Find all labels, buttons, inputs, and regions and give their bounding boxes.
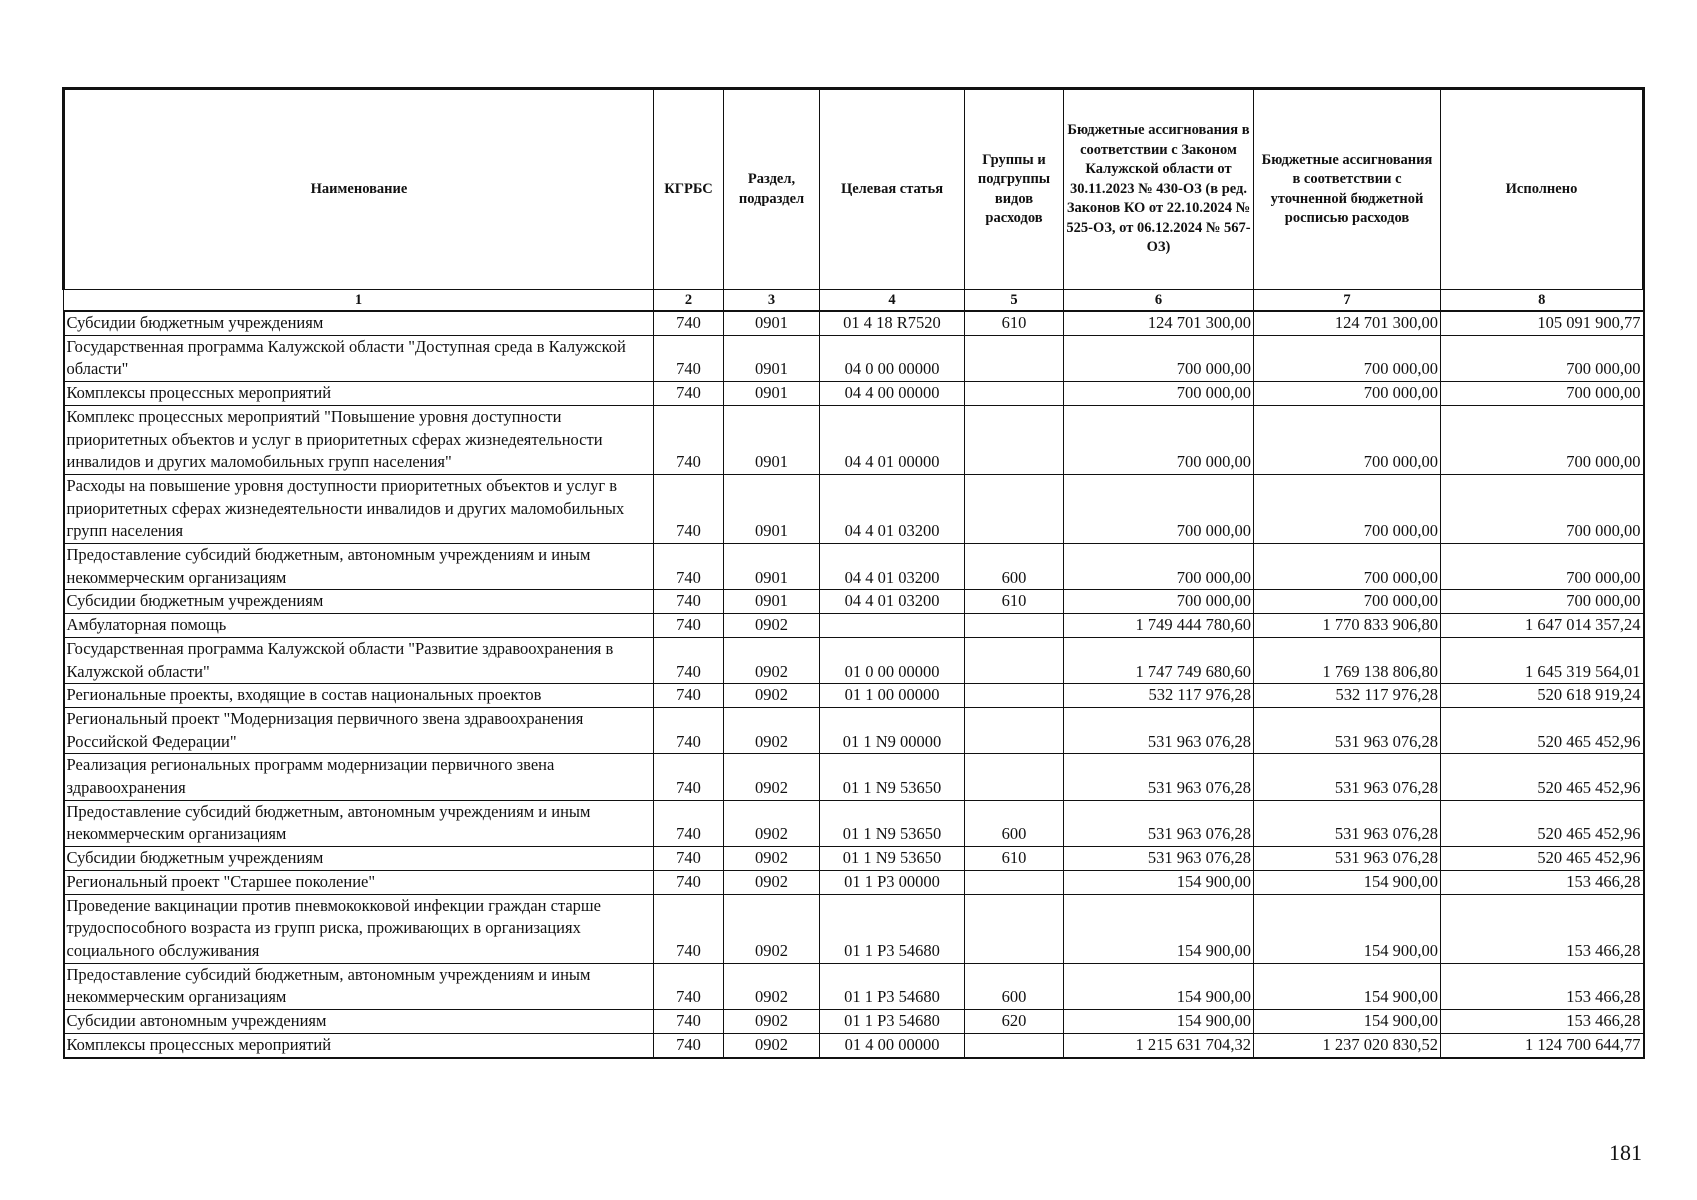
cell-target: 01 1 P3 54680	[820, 894, 965, 963]
cell-group: 610	[965, 847, 1064, 871]
cell-law-allocations: 1 747 749 680,60	[1064, 637, 1254, 683]
cell-target: 01 4 00 00000	[820, 1033, 965, 1057]
cell-law-allocations: 124 701 300,00	[1064, 311, 1254, 335]
cell-group	[965, 614, 1064, 638]
cell-law-allocations: 700 000,00	[1064, 382, 1254, 406]
cell-law-allocations: 531 963 076,28	[1064, 847, 1254, 871]
cell-target: 01 1 00 00000	[820, 684, 965, 708]
cell-target: 04 4 01 00000	[820, 405, 965, 474]
column-number: 4	[820, 290, 965, 312]
cell-group	[965, 754, 1064, 800]
cell-kgrbs: 740	[654, 1010, 724, 1034]
cell-executed: 520 465 452,96	[1441, 754, 1644, 800]
cell-group: 600	[965, 963, 1064, 1009]
cell-law-allocations: 532 117 976,28	[1064, 684, 1254, 708]
cell-kgrbs: 740	[654, 335, 724, 381]
cell-kgrbs: 740	[654, 590, 724, 614]
cell-refined-allocations: 531 963 076,28	[1254, 847, 1441, 871]
table-row	[64, 707, 1644, 753]
table-row	[64, 311, 1644, 335]
cell-refined-allocations: 154 900,00	[1254, 894, 1441, 963]
cell-refined-allocations: 700 000,00	[1254, 474, 1441, 543]
cell-kgrbs: 740	[654, 684, 724, 708]
table-row	[64, 1010, 1644, 1034]
cell-section: 0902	[724, 800, 820, 846]
cell-target: 04 4 00 00000	[820, 382, 965, 406]
cell-kgrbs: 740	[654, 382, 724, 406]
column-number: 8	[1441, 290, 1644, 312]
column-number: 5	[965, 290, 1064, 312]
cell-name: Субсидии бюджетным учреждениям	[64, 847, 654, 871]
cell-executed: 153 466,28	[1441, 1010, 1644, 1034]
cell-kgrbs: 740	[654, 894, 724, 963]
header-kgrbs: КГРБС	[654, 89, 724, 290]
cell-section: 0902	[724, 963, 820, 1009]
cell-group	[965, 684, 1064, 708]
cell-section: 0901	[724, 335, 820, 381]
cell-section: 0901	[724, 311, 820, 335]
header-name: Наименование	[64, 89, 654, 290]
cell-law-allocations: 700 000,00	[1064, 544, 1254, 590]
cell-group	[965, 894, 1064, 963]
cell-section: 0902	[724, 847, 820, 871]
cell-refined-allocations: 700 000,00	[1254, 590, 1441, 614]
cell-target: 01 1 N9 53650	[820, 847, 965, 871]
cell-group	[965, 382, 1064, 406]
cell-kgrbs: 740	[654, 637, 724, 683]
cell-refined-allocations: 700 000,00	[1254, 544, 1441, 590]
cell-target: 01 1 P3 54680	[820, 1010, 965, 1034]
cell-refined-allocations: 124 701 300,00	[1254, 311, 1441, 335]
cell-law-allocations: 700 000,00	[1064, 405, 1254, 474]
page-number: 181	[1609, 1140, 1642, 1165]
table-row	[64, 405, 1644, 474]
cell-refined-allocations: 532 117 976,28	[1254, 684, 1441, 708]
column-number-row	[64, 290, 1644, 312]
table-row	[64, 684, 1644, 708]
cell-refined-allocations: 154 900,00	[1254, 870, 1441, 894]
header-row	[64, 89, 1644, 290]
cell-name: Амбулаторная помощь	[64, 614, 654, 638]
cell-section: 0902	[724, 754, 820, 800]
cell-law-allocations: 1 749 444 780,60	[1064, 614, 1254, 638]
table-row	[64, 474, 1644, 543]
cell-executed: 1 124 700 644,77	[1441, 1033, 1644, 1057]
cell-name: Государственная программа Калужской области "Доступная среда в Калужской области"	[64, 335, 654, 381]
cell-section: 0902	[724, 684, 820, 708]
cell-name: Предоставление субсидий бюджетным, автономным учреждениям и иным некоммерческим организациям	[64, 544, 654, 590]
cell-section: 0902	[724, 614, 820, 638]
table-row	[64, 614, 1644, 638]
cell-executed: 520 465 452,96	[1441, 847, 1644, 871]
column-number: 1	[64, 290, 654, 312]
header-executed: Исполнено	[1441, 89, 1644, 290]
cell-kgrbs: 740	[654, 1033, 724, 1057]
cell-name: Региональный проект "Старшее поколение"	[64, 870, 654, 894]
cell-refined-allocations: 531 963 076,28	[1254, 754, 1441, 800]
cell-section: 0902	[724, 1010, 820, 1034]
cell-law-allocations: 531 963 076,28	[1064, 754, 1254, 800]
cell-kgrbs: 740	[654, 614, 724, 638]
table-body	[64, 311, 1644, 1058]
cell-kgrbs: 740	[654, 474, 724, 543]
cell-target: 01 1 P3 00000	[820, 870, 965, 894]
column-number: 6	[1064, 290, 1254, 312]
cell-name: Субсидии бюджетным учреждениям	[64, 590, 654, 614]
cell-kgrbs: 740	[654, 405, 724, 474]
cell-refined-allocations: 154 900,00	[1254, 1010, 1441, 1034]
cell-group	[965, 405, 1064, 474]
cell-law-allocations: 531 963 076,28	[1064, 707, 1254, 753]
cell-refined-allocations: 700 000,00	[1254, 405, 1441, 474]
table-row	[64, 637, 1644, 683]
table-row	[64, 544, 1644, 590]
table-row	[64, 847, 1644, 871]
header-section: Раздел, подраздел	[724, 89, 820, 290]
column-number: 7	[1254, 290, 1441, 312]
cell-executed: 105 091 900,77	[1441, 311, 1644, 335]
cell-law-allocations: 154 900,00	[1064, 1010, 1254, 1034]
cell-section: 0902	[724, 1033, 820, 1057]
cell-executed: 520 465 452,96	[1441, 800, 1644, 846]
cell-law-allocations: 154 900,00	[1064, 870, 1254, 894]
cell-executed: 153 466,28	[1441, 894, 1644, 963]
cell-section: 0902	[724, 894, 820, 963]
cell-section: 0902	[724, 637, 820, 683]
cell-name: Предоставление субсидий бюджетным, автономным учреждениям и иным некоммерческим организациям	[64, 963, 654, 1009]
table-row	[64, 870, 1644, 894]
table-row	[64, 894, 1644, 963]
header-target: Целевая статья	[820, 89, 965, 290]
budget-table	[62, 87, 1645, 1059]
cell-group	[965, 335, 1064, 381]
cell-executed: 1 645 319 564,01	[1441, 637, 1644, 683]
cell-name: Проведение вакцинации против пневмококковой инфекции граждан старше трудоспособного возраста из групп риска, проживающих в организациях социального обслуживания	[64, 894, 654, 963]
cell-group	[965, 637, 1064, 683]
cell-kgrbs: 740	[654, 754, 724, 800]
cell-kgrbs: 740	[654, 311, 724, 335]
cell-executed: 520 465 452,96	[1441, 707, 1644, 753]
cell-group: 610	[965, 590, 1064, 614]
cell-target: 04 4 01 03200	[820, 544, 965, 590]
cell-name: Комплексы процессных мероприятий	[64, 1033, 654, 1057]
cell-name: Комплекс процессных мероприятий "Повышение уровня доступности приоритетных объектов и услуг в приоритетных сферах жизнедеятельности инвалидов и других маломобильных групп населения"	[64, 405, 654, 474]
cell-law-allocations: 700 000,00	[1064, 335, 1254, 381]
cell-refined-allocations: 531 963 076,28	[1254, 707, 1441, 753]
cell-executed: 700 000,00	[1441, 405, 1644, 474]
cell-target: 01 1 N9 53650	[820, 754, 965, 800]
cell-kgrbs: 740	[654, 847, 724, 871]
cell-law-allocations: 531 963 076,28	[1064, 800, 1254, 846]
cell-refined-allocations: 1 769 138 806,80	[1254, 637, 1441, 683]
cell-group	[965, 474, 1064, 543]
cell-law-allocations: 700 000,00	[1064, 474, 1254, 543]
cell-section: 0902	[724, 870, 820, 894]
table-row	[64, 335, 1644, 381]
cell-group: 610	[965, 311, 1064, 335]
cell-group: 600	[965, 544, 1064, 590]
cell-refined-allocations: 531 963 076,28	[1254, 800, 1441, 846]
cell-section: 0901	[724, 590, 820, 614]
cell-kgrbs: 740	[654, 870, 724, 894]
cell-group	[965, 870, 1064, 894]
cell-name: Государственная программа Калужской области "Развитие здравоохранения в Калужской области"	[64, 637, 654, 683]
cell-name: Субсидии автономным учреждениям	[64, 1010, 654, 1034]
cell-refined-allocations: 154 900,00	[1254, 963, 1441, 1009]
header-refined-allocations: Бюджетные ассигнования в соответствии с уточненной бюджетной росписью расходов	[1254, 89, 1441, 290]
cell-target: 01 1 N9 00000	[820, 707, 965, 753]
cell-section: 0901	[724, 382, 820, 406]
column-number: 3	[724, 290, 820, 312]
cell-group: 620	[965, 1010, 1064, 1034]
cell-kgrbs: 740	[654, 544, 724, 590]
cell-group	[965, 707, 1064, 753]
cell-section: 0901	[724, 544, 820, 590]
cell-target: 01 1 P3 54680	[820, 963, 965, 1009]
cell-target: 01 0 00 00000	[820, 637, 965, 683]
cell-name: Реализация региональных программ модернизации первичного звена здравоохранения	[64, 754, 654, 800]
cell-target: 01 4 18 R7520	[820, 311, 965, 335]
cell-refined-allocations: 700 000,00	[1254, 382, 1441, 406]
cell-executed: 700 000,00	[1441, 382, 1644, 406]
cell-law-allocations: 1 215 631 704,32	[1064, 1033, 1254, 1057]
cell-law-allocations: 700 000,00	[1064, 590, 1254, 614]
cell-name: Региональный проект "Модернизация первичного звена здравоохранения Российской Федерации"	[64, 707, 654, 753]
cell-refined-allocations: 1 237 020 830,52	[1254, 1033, 1441, 1057]
cell-target: 01 1 N9 53650	[820, 800, 965, 846]
cell-section: 0901	[724, 405, 820, 474]
cell-section: 0901	[724, 474, 820, 543]
cell-kgrbs: 740	[654, 800, 724, 846]
table-row	[64, 754, 1644, 800]
cell-refined-allocations: 1 770 833 906,80	[1254, 614, 1441, 638]
cell-executed: 700 000,00	[1441, 335, 1644, 381]
cell-executed: 153 466,28	[1441, 870, 1644, 894]
cell-executed: 520 618 919,24	[1441, 684, 1644, 708]
table-row	[64, 963, 1644, 1009]
cell-executed: 1 647 014 357,24	[1441, 614, 1644, 638]
cell-group	[965, 1033, 1064, 1057]
header-group: Группы и подгруппы видов расходов	[965, 89, 1064, 290]
cell-target: 04 4 01 03200	[820, 474, 965, 543]
cell-section: 0902	[724, 707, 820, 753]
cell-executed: 700 000,00	[1441, 474, 1644, 543]
cell-kgrbs: 740	[654, 707, 724, 753]
cell-kgrbs: 740	[654, 963, 724, 1009]
cell-name: Субсидии бюджетным учреждениям	[64, 311, 654, 335]
header-law-allocations: Бюджетные ассигнования в соответствии с Законом Калужской области от 30.11.2023 № 430-ОЗ (в ред. Законов КО от 22.10.2024 № 525-ОЗ, от 06.12.2024 № 567-ОЗ)	[1064, 89, 1254, 290]
cell-name: Региональные проекты, входящие в состав национальных проектов	[64, 684, 654, 708]
table-row	[64, 800, 1644, 846]
cell-name: Расходы на повышение уровня доступности приоритетных объектов и услуг в приоритетных сферах жизнедеятельности инвалидов и других маломобильных групп населения	[64, 474, 654, 543]
cell-name: Предоставление субсидий бюджетным, автономным учреждениям и иным некоммерческим организациям	[64, 800, 654, 846]
budget-table-container	[62, 87, 1642, 1059]
cell-target: 04 0 00 00000	[820, 335, 965, 381]
cell-law-allocations: 154 900,00	[1064, 894, 1254, 963]
cell-executed: 700 000,00	[1441, 544, 1644, 590]
cell-executed: 153 466,28	[1441, 963, 1644, 1009]
table-row	[64, 590, 1644, 614]
table-row	[64, 1033, 1644, 1057]
cell-group: 600	[965, 800, 1064, 846]
cell-law-allocations: 154 900,00	[1064, 963, 1254, 1009]
cell-target	[820, 614, 965, 638]
cell-refined-allocations: 700 000,00	[1254, 335, 1441, 381]
cell-target: 04 4 01 03200	[820, 590, 965, 614]
table-row	[64, 382, 1644, 406]
column-number: 2	[654, 290, 724, 312]
cell-executed: 700 000,00	[1441, 590, 1644, 614]
cell-name: Комплексы процессных мероприятий	[64, 382, 654, 406]
